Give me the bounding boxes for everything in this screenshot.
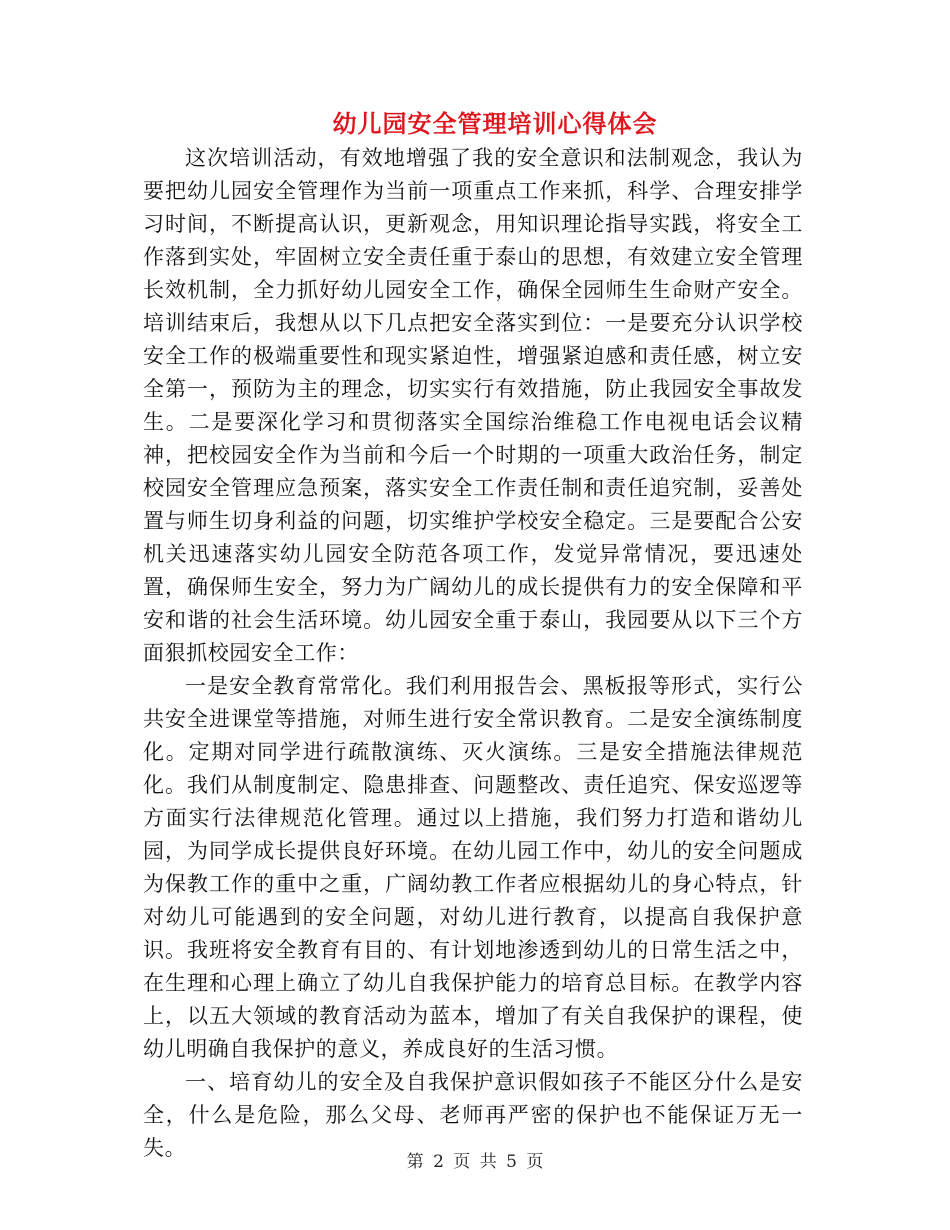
document-title: 幼儿园安全管理培训心得体会 [332, 109, 658, 138]
paragraph: 一是安全教育常常化。我们利用报告会、黑板报等形式，实行公共安全进课堂等措施，对师生进行安全常识教育。二是安全演练制度化。定期对同学进行疏散演练、灭火演练。三是安全措施法律规范化。我们从制度制定、隐患排查、问题整改、责任追究、保安巡逻等方面实行法律规范化管理。通过以上措施，我们努力打造和谐幼儿园，为同学成长提供良好环境。在幼儿园工作中，幼儿的安全问题成为保教工作的重中之重，广阔幼教工作者应根据幼儿的身心特点，针对幼儿可能遇到的安全问题，对幼儿进行教育，以提高自我保护意识。我班将安全教育有目的、有计划地渗透到幼儿的日常生活之中，在生理和心理上确立了幼儿自我保护能力的培育总目标。在教学内容上，以五大领域的教育活动为蓝本，增加了有关自我保护的课程，使幼儿明确自我保护的意义，养成良好的生活习惯。 [143, 674, 803, 1061]
document-body [143, 142, 803, 1165]
page-number-footer: 第 2 页 共 5 页 [406, 1152, 544, 1172]
paragraph: 这次培训活动，有效地增强了我的安全意识和法制观念，我认为要把幼儿园安全管理作为当前一项重点工作来抓，科学、合理安排学习时间，不断提高认识，更新观念，用知识理论指导实践，将安全工作落到实处，牢固树立安全责任重于泰山的思想，有效建立安全管理长效机制，全力抓好幼儿园安全工作，确保全园师生生命财产安全。培训结束后，我想从以下几点把安全落实到位：一是要充分认识学校安全工作的极端重要性和现实紧迫性，增强紧迫感和责任感，树立安全第一，预防为主的理念，切实实行有效措施，防止我园安全事故发生。二是要深化学习和贯彻落实全国综治维稳工作电视电话会议精神，把校园安全作为当前和今后一个时期的一项重大政治任务，制定校园安全管理应急预案，落实安全工作责任制和责任追究制，妥善处置与师生切身利益的问题，切实维护学校安全稳定。三是要配合公安机关迅速落实幼儿园安全防范各项工作，发觉异常情况，要迅速处置，确保师生安全，努力为广阔幼儿的成长提供有力的安全保障和平安和谐的社会生活环境。幼儿园安全重于泰山，我园要从以下三个方面狠抓校园安全工作： [143, 146, 803, 665]
paragraph: 一、培育幼儿的安全及自我保护意识假如孩子不能区分什么是安全，什么是危险，那么父母、老师再严密的保护也不能保证万无一失。 [143, 1070, 803, 1160]
